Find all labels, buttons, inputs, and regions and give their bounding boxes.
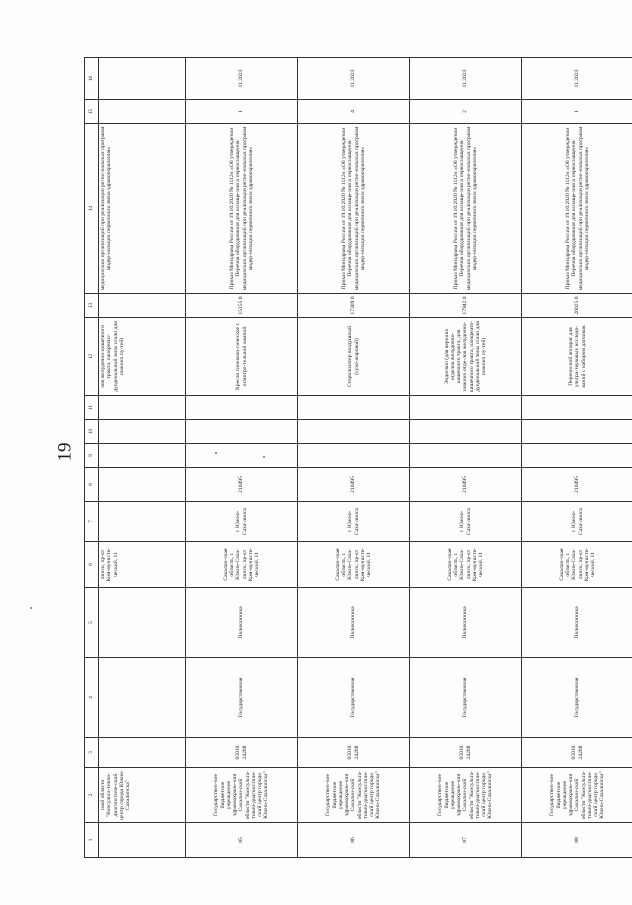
- column-number: 6: [85, 542, 99, 588]
- cell-organization: Государствен-ное бюджетное учреждение здравоохране-ния Сахалин-ской области "Консульта-тивно-диагностиче-ский центр города Южно-Сахалинска": [186, 768, 298, 823]
- cell-empty: [298, 420, 410, 444]
- scan-speck: [30, 607, 32, 609]
- cell-organization: ской области "Консульта-тивно-диагностиче-ский центр города Южно-Сахалинска": [99, 768, 186, 823]
- cell-locality: [99, 502, 186, 542]
- cell-service-type: Поликлиника: [186, 588, 298, 658]
- cell-locality: г. Южно-Саха-линск: [298, 502, 410, 542]
- table-row: [298, 58, 410, 858]
- cell-empty: [99, 444, 186, 468]
- cell-postcode: 210495: [186, 468, 298, 502]
- cell-empty: [186, 444, 298, 468]
- cell-price: 26025 0: [522, 294, 632, 318]
- cell-num: 88: [522, 823, 632, 858]
- cell-ownership: Государственная: [522, 658, 632, 738]
- cell-date: [99, 58, 186, 100]
- header-row: [85, 58, 99, 858]
- cell-service-type: Поликлиника: [522, 588, 632, 658]
- cell-postcode: 210495: [410, 468, 522, 502]
- column-number: 7: [85, 502, 99, 542]
- cell-empty: [410, 396, 522, 420]
- cell-qty: [99, 100, 186, 124]
- cell-date: 11.2023: [186, 58, 298, 100]
- cell-empty: [186, 396, 298, 420]
- column-number: 15: [85, 100, 99, 124]
- column-number: 14: [85, 124, 99, 294]
- cell-empty: [522, 396, 632, 420]
- cell-num: 87: [410, 823, 522, 858]
- cell-inn: 65010 24268: [522, 738, 632, 768]
- continuation-row: [99, 58, 186, 858]
- cell-organization: Государствен-ное бюджетное учреждение здравоохране-ния Сахалин-ской области "Консульта-тивно-диагностиче-ский центр города Южно-Сахалинска": [410, 768, 522, 823]
- cell-price: [99, 294, 186, 318]
- cell-address: Сахалин-ская область, г. Южно-Саха-линск, пр-кт Ком-мунисти-ческий, 11: [298, 542, 410, 588]
- cell-price: 17942 0: [410, 294, 522, 318]
- table-row: [186, 58, 298, 858]
- cell-service-type: Поликлиника: [410, 588, 522, 658]
- cell-equipment: Переносной аппарат для ультра-звуковых исследо-ваний с набором датчиков: [522, 318, 632, 396]
- cell-equipment: Эндоскоп (для верхних отделов желудочно-кишечного тракта, для нижних отде-лов желудочно-кишечного тракта, панкреато-дуоденальной зоны и/или для нижних пу-тей): [410, 318, 522, 396]
- cell-postcode: 210495: [522, 468, 632, 502]
- cell-locality: г. Южно-Саха-линск: [410, 502, 522, 542]
- column-number: 12: [85, 318, 99, 396]
- column-number: 13: [85, 294, 99, 318]
- cell-date: 11.2023: [298, 58, 410, 100]
- cell-address: Сахалин-ская область, г. Южно-Саха-линск, пр-кт Ком-мунисти-ческий, 11: [186, 542, 298, 588]
- cell-date: 11.2023: [410, 58, 522, 100]
- cell-qty: 1: [522, 100, 632, 124]
- cell-address: Сахалин-ская область, г. Южно-Саха-линск, пр-кт Ком-мунисти-ческий, 11: [522, 542, 632, 588]
- column-number: 2: [85, 768, 99, 823]
- cell-inn: 65010 24268: [186, 738, 298, 768]
- column-number: 5: [85, 588, 99, 658]
- rotated-table-wrapper: [84, 58, 617, 858]
- cell-empty: [410, 420, 522, 444]
- cell-postcode: [99, 468, 186, 502]
- column-number: 1: [85, 823, 99, 858]
- cell-inn: 65010 24268: [410, 738, 522, 768]
- cell-empty: [99, 396, 186, 420]
- cell-qty: 4: [298, 100, 410, 124]
- cell-qty: 1: [186, 100, 298, 124]
- table-row: [522, 58, 632, 858]
- cell-empty: [410, 444, 522, 468]
- cell-organization: Государствен-ное бюджетное учреждение здравоохране-ния Сахалин-ской области "Консульта-тивно-диагностиче-ский центр города Южно-Сахалинска": [298, 768, 410, 823]
- cell-equipment: лоя желудочно-кишечного тракта, панкреато-дуоденальной зоны и/или для нижних пу-тей): [99, 318, 186, 396]
- cell-ownership: Государственная: [410, 658, 522, 738]
- cell-basis: Приказ Минздрава России от 19.10.2020 № 1112н «Об утверждении Перечня оборудования для оснаще-ния и переоснащения медицинских организаций при реализации регио-нальных программ модер-низации первичного звена здравоохранения»: [410, 124, 522, 294]
- cell-empty: [99, 420, 186, 444]
- cell-price: 15155 0: [186, 294, 298, 318]
- cell-basis: Приказ Минздрава России от 19.10.2020 № 1112н «Об утверждении Перечня оборудования для оснаще-ния и переоснащения медицинских организаций при реализации регио-нальных программ модер-низации первичного звена здравоохранения»: [522, 124, 632, 294]
- column-number: 4: [85, 658, 99, 738]
- cell-price: 17309 0: [298, 294, 410, 318]
- cell-service-type: [99, 588, 186, 658]
- cell-address: Сахалин-ская область, г. Южно-Саха-линск, пр-кт Ком-мунисти-ческий, 11: [410, 542, 522, 588]
- cell-empty: [298, 444, 410, 468]
- cell-num: [99, 823, 186, 858]
- cell-basis: Приказ Минздрава России от 19.10.2020 № 1112н «Об утверждении Перечня оборудования для оснаще-ния и переоснащения медицинских организаций при реализации регио-нальных программ модер-низации первичного звена здравоохранения»: [298, 124, 410, 294]
- cell-basis: медицинских организаций при реализации регио-нальных программ модер-низации первичного звена здравоохранения»: [99, 124, 186, 294]
- cell-ownership: Государственная: [186, 658, 298, 738]
- cell-locality: г. Южно-Саха-линск: [186, 502, 298, 542]
- cell-equipment: Стерилизатор воздушный (сухо-жаровой): [298, 318, 410, 396]
- cell-ownership: Государственная: [298, 658, 410, 738]
- column-number: 11: [85, 396, 99, 420]
- page-number: 19: [54, 442, 76, 462]
- cell-date: 11.2023: [522, 58, 632, 100]
- cell-basis: Приказ Минздрава России от 19.10.2020 № 1112н «Об утверждении Перечня оборудования для оснаще-ния и переоснащения медицинских организаций при реализации регио-нальных программ модер-низации первичного звена здравоохранения»: [186, 124, 298, 294]
- cell-empty: [186, 420, 298, 444]
- cell-equipment: Кресло гинеколо-гическое с осмотро-тельной лампой: [186, 318, 298, 396]
- column-number: 10: [85, 420, 99, 444]
- cell-inn: 65010 24268: [298, 738, 410, 768]
- cell-num: 86: [298, 823, 410, 858]
- cell-postcode: 210495: [298, 468, 410, 502]
- cell-locality: г. Южно-Саха-линск: [522, 502, 632, 542]
- cell-empty: [522, 444, 632, 468]
- cell-inn: [99, 738, 186, 768]
- column-number: 3: [85, 738, 99, 768]
- column-number: 16: [85, 58, 99, 100]
- cell-empty: [298, 396, 410, 420]
- equipment-register-table: [84, 57, 632, 858]
- cell-organization: Государствен-ное бюджетное учреждение здравоохране-ния Сахалин-ской области "Консульта-тивно-диагностиче-ский центр города Южно-Сахалинска": [522, 768, 632, 823]
- cell-ownership: [99, 658, 186, 738]
- cell-empty: [522, 420, 632, 444]
- cell-address: линск, пр-кт Ком-мунисти-ческий, 11: [99, 542, 186, 588]
- cell-num: 85: [186, 823, 298, 858]
- cell-qty: 2: [410, 100, 522, 124]
- cell-service-type: Поликлиника: [298, 588, 410, 658]
- column-number: 9: [85, 444, 99, 468]
- table-row: [410, 58, 522, 858]
- column-number: 8: [85, 468, 99, 502]
